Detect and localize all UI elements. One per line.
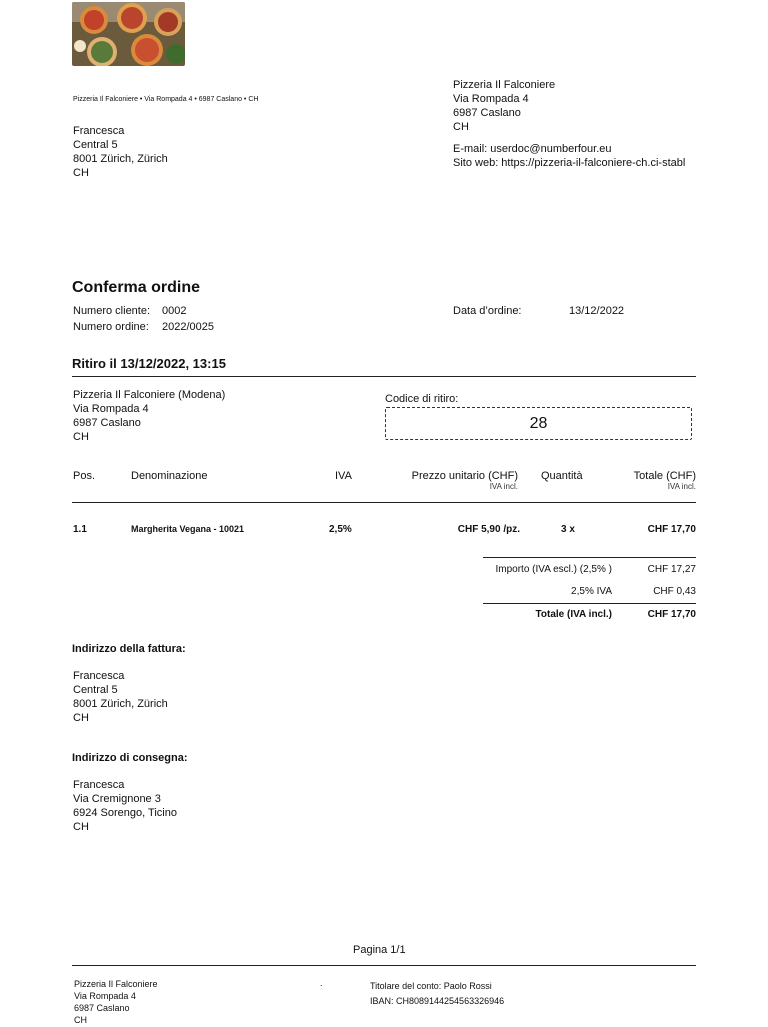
customer-number-label: Numero cliente: [73, 305, 151, 317]
shipping-line: 6924 Sorengo, Ticino [73, 807, 177, 819]
billing-heading: Indirizzo della fattura: [72, 643, 186, 655]
footer-line: CH [74, 1015, 87, 1025]
billing-line: Francesca [73, 670, 125, 682]
recipient-line: Francesca [73, 125, 125, 137]
net-amount-label: Importo (IVA escl.) (2,5% ) [495, 564, 612, 575]
col-header-vat: IVA [335, 470, 352, 482]
company-line: 6987 Caslano [453, 107, 521, 119]
order-number-label: Numero ordine: [73, 321, 149, 333]
shipping-address [73, 778, 177, 834]
footer-line: 6987 Caslano [74, 1003, 130, 1013]
divider [72, 502, 696, 503]
vat-amount-label: 2,5% IVA [571, 586, 612, 597]
pickup-location-line: Via Rompada 4 [73, 403, 149, 415]
iban: IBAN: CH8089144254563326946 [370, 996, 505, 1006]
row-unit-price: CHF 5,90 /pz. [457, 524, 520, 535]
logo-image [72, 2, 185, 66]
shipping-line: Francesca [73, 779, 125, 791]
divider [483, 603, 696, 604]
company-email[interactable]: E-mail: userdoc@numberfour.eu [453, 143, 612, 155]
billing-address [73, 669, 168, 725]
billing-line: Central 5 [73, 684, 118, 696]
footer-company [74, 978, 158, 1026]
footer-bank [370, 978, 504, 1008]
recipient-address [73, 124, 168, 180]
divider [72, 376, 696, 377]
divider [72, 965, 696, 966]
recipient-line: CH [73, 167, 89, 179]
pickup-heading: Ritiro il 13/12/2022, 13:15 [72, 356, 226, 371]
footer-dot: . [320, 978, 323, 988]
row-total: CHF 17,70 [647, 524, 696, 535]
page-number: Pagina 1/1 [353, 944, 406, 956]
order-date-value: 13/12/2022 [569, 305, 625, 317]
company-address [453, 78, 555, 134]
shipping-line: Via Cremignone 3 [73, 793, 161, 805]
billing-line: 8001 Zürich, Zürich [73, 698, 168, 710]
recipient-line: Central 5 [73, 139, 118, 151]
pickup-code-label: Codice di ritiro: [385, 393, 459, 405]
footer-line: Pizzeria Il Falconiere [74, 979, 158, 989]
pickup-code-value: 28 [529, 414, 548, 432]
vat-amount-value: CHF 0,43 [653, 586, 696, 597]
pickup-code-box [385, 407, 692, 440]
grand-total-label: Totale (IVA incl.) [535, 609, 612, 620]
col-header-qty: Quantità [541, 470, 583, 482]
col-header-unit [390, 470, 518, 492]
pickup-location-line: Pizzeria Il Falconiere (Modena) [73, 389, 226, 401]
sender-line: Pizzeria Il Falconiere • Via Rompada 4 • 6987 Caslano • CH [73, 96, 259, 103]
company-line: Pizzeria Il Falconiere [453, 79, 556, 91]
col-header-unit-label: Prezzo unitario (CHF) [411, 470, 518, 482]
col-header-total-label: Totale (CHF) [633, 470, 696, 482]
order-number-value: 2022/0025 [162, 321, 214, 333]
col-header-name: Denominazione [131, 470, 208, 482]
col-header-unit-sub: IVA incl. [489, 482, 518, 491]
account-holder: Titolare del conto: Paolo Rossi [370, 981, 492, 991]
billing-line: CH [73, 712, 89, 724]
pickup-location-line: CH [73, 431, 89, 443]
row-name: Margherita Vegana - 10021 [131, 524, 245, 534]
pickup-location-line: 6987 Caslano [73, 417, 141, 429]
row-qty: 3 x [561, 524, 575, 535]
customer-number-value: 0002 [162, 305, 187, 317]
company-contact [453, 142, 698, 170]
row-vat: 2,5% [329, 524, 352, 535]
footer-line: Via Rompada 4 [74, 991, 136, 1001]
col-header-total-sub: IVA incl. [667, 482, 696, 491]
pickup-location [73, 388, 225, 444]
company-website[interactable]: Sito web: https://pizzeria-il-falconiere-ch.ci-stabl [453, 157, 686, 169]
col-header-total [600, 470, 696, 492]
company-line: Via Rompada 4 [453, 93, 529, 105]
row-pos: 1.1 [73, 524, 87, 535]
recipient-line: 8001 Zürich, Zürich [73, 153, 168, 165]
order-date-label: Data d’ordine: [453, 305, 522, 317]
document-title: Conferma ordine [72, 279, 201, 296]
company-line: CH [453, 121, 469, 133]
col-header-pos: Pos. [73, 470, 96, 482]
grand-total-value: CHF 17,70 [647, 609, 696, 620]
shipping-line: CH [73, 821, 89, 833]
shipping-heading: Indirizzo di consegna: [72, 752, 188, 764]
net-amount-value: CHF 17,27 [647, 564, 696, 575]
divider [483, 557, 696, 558]
